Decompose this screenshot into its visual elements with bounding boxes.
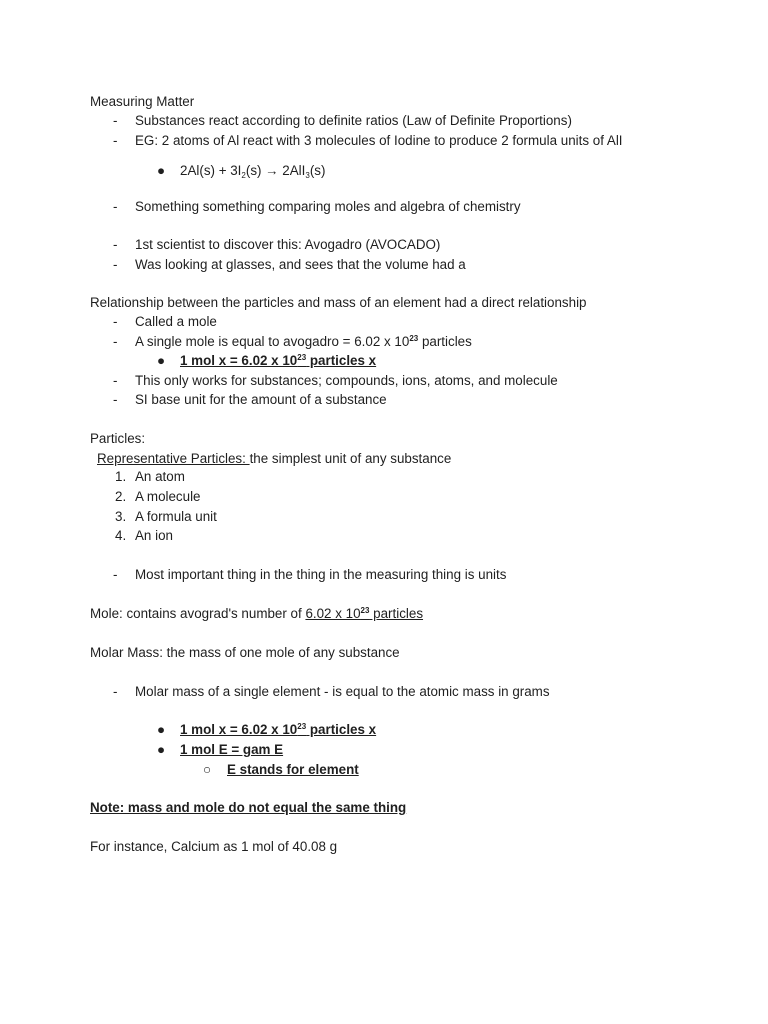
sub-bullet-element: E stands for element [227,762,359,777]
section-title-particles: Particles: [90,431,146,446]
list-item: EG: 2 atoms of Al react with 3 molecules of Iodine to produce 2 formula units of AlI [135,133,623,148]
list-item: Molar mass of a single element - is equal to the atomic mass in grams [135,684,550,699]
dash-marker: - [113,113,118,128]
section-title-measuring-matter: Measuring Matter [90,94,195,109]
list-item: SI base unit for the amount of a substance [135,392,387,407]
formula-mol-particles: 1 mol x = 6.02 x $10^{23}$ particles x [180,353,377,368]
list-item: Most important thing in the thing in the measuring thing is units [135,567,507,582]
dash-marker: - [113,314,118,329]
list-item: A single mole is equal to avogadro = 6.02 x $10^{23}$ particles [135,334,472,349]
dash-marker: - [113,199,118,214]
list-item: An ion [135,528,173,543]
dash-marker: - [113,684,118,699]
list-number: 1. [115,469,127,484]
chemical-equation: $2Al(s) + 3I_2(s) \to 2AlI_3(s)$ [180,163,326,180]
dash-marker: - [113,567,118,582]
dash-marker: - [113,334,118,349]
list-item: Called a mole [135,314,217,329]
formula-mol-grams: 1 mol E = gam E [180,742,284,757]
bullet-marker: ● [157,353,166,368]
dash-marker: - [113,392,118,407]
list-item: Was looking at glasses, and sees that the volume had a [135,257,466,272]
molar-mass-definition: Molar Mass: the mass of one mole of any substance [90,645,400,660]
list-item: 1st scientist to discover this: Avogadro (AVOCADO) [135,237,441,252]
calcium-example: For instance, Calcium as 1 mol of 40.08 g [90,839,338,854]
formula-mol-particles: 1 mol x = 6.02 x $10^{23}$ particles x [180,722,377,737]
list-item: Substances react according to definite ratios (Law of Definite Proportions) [135,113,572,128]
dash-marker: - [113,373,118,388]
list-item: A molecule [135,489,201,504]
bullet-marker: ● [157,163,166,178]
note-mass-mole: Note: mass and mole do not equal the same thing [90,800,407,815]
list-number: 4. [115,528,127,543]
bullet-marker: ● [157,722,166,737]
list-item: This only works for substances; compounds, ions, atoms, and molecule [135,373,558,388]
list-number: 2. [115,489,127,504]
section-title-relationship: Relationship between the particles and mass of an element had a direct relationship [90,295,587,310]
dash-marker: - [113,237,118,252]
dash-marker: - [113,133,118,148]
list-item: An atom [135,469,185,484]
circle-marker: ○ [203,762,212,777]
bullet-marker: ● [157,742,166,757]
list-item: Something something comparing moles and algebra of chemistry [135,199,521,214]
list-number: 3. [115,509,127,524]
dash-marker: - [113,257,118,272]
mole-definition: Mole: contains avograd's number of 6.02 x $10^{23}$ particles [90,606,424,621]
representative-particles-line: Representative Particles: the simplest unit of any substance [97,451,452,466]
list-item: A formula unit [135,509,217,524]
